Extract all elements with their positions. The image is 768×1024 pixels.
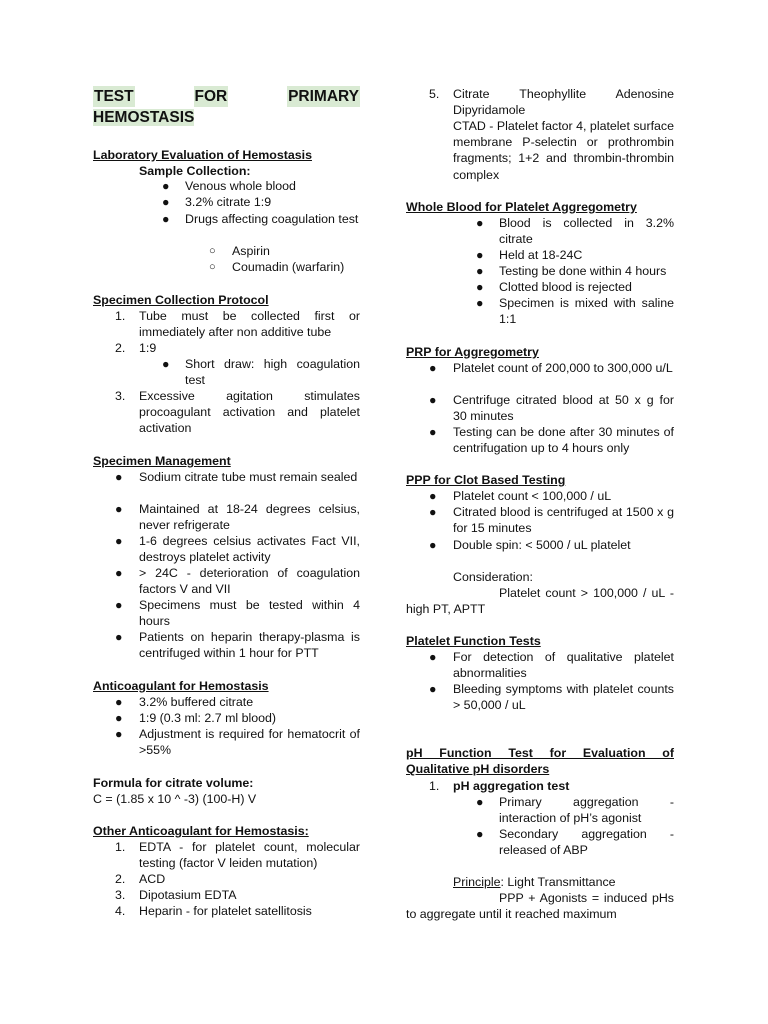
bullet-icon: ● [115,711,123,725]
bullet-icon: ● [115,598,123,612]
bullet-icon: ● [162,357,170,371]
section-heading-lab-eval: Laboratory Evaluation of Hemostasis [93,148,312,162]
bullet-icon: ● [115,695,123,709]
bullet-icon: ● [476,795,484,809]
consideration-label: Consideration: [453,570,533,584]
bullet-icon: ● [476,827,484,841]
bullet-icon: ● [162,212,170,226]
principle-body: PPP + Agonists = induced pHs to aggregate until it reached maximum [406,891,674,922]
bullet-icon: ● [429,425,437,439]
principle-text: : Light Transmittance [500,875,616,889]
bullet-icon: ● [115,534,123,548]
principle-line [453,874,616,890]
section-heading-management: Specimen Management [93,454,231,468]
title-word-3: PRIMARY [288,88,359,105]
formula-text: C = (1.85 x 10 ^ -3) (100-H) V [93,792,257,806]
formula-heading: Formula for citrate volume: [93,776,254,790]
page-title-line2: HEMOSTASIS [93,109,195,126]
bullet-icon: ● [115,566,123,580]
bullet-icon: ● [429,361,437,375]
section-heading-anticoagulant: Anticoagulant for Hemostasis [93,679,269,693]
circle-bullet-icon: ○ [209,261,216,273]
section-heading-ph-function: pH Function Test for Evaluation of Qualitative pH disorders [406,746,674,777]
bullet-icon: ● [476,296,484,310]
section-heading-protocol: Specimen Collection Protocol [93,293,269,307]
bullet-icon: ● [476,248,484,262]
section-heading-ppp: PPP for Clot Based Testing [406,473,566,487]
bullet-icon: ● [429,393,437,407]
ctad-description: CTAD - Platelet factor 4, platelet surface membrane P-selectin or prothrombin fragments; 1+2 and thrombin-thrombin complex [453,119,674,182]
consideration-text: Platelet count > 100,000 / uL - high PT, APTT [406,586,674,617]
bullet-icon: ● [115,502,123,516]
section-heading-prp: PRP for Aggregometry [406,345,539,359]
title-word-1: TEST [94,88,134,105]
bullet-icon: ● [429,489,437,503]
sample-collection-label: Sample Collection: [139,164,251,178]
section-heading-whole-blood: Whole Blood for Platelet Aggregometry [406,200,637,214]
bullet-icon: ● [115,470,123,484]
bullet-icon: ● [115,630,123,644]
bullet-icon: ● [429,538,437,552]
bullet-icon: ● [429,505,437,519]
bullet-icon: ● [115,727,123,741]
bullet-icon: ● [162,195,170,209]
section-heading-other-anticoagulant: Other Anticoagulant for Hemostasis: [93,824,309,838]
bullet-icon: ● [476,280,484,294]
bullet-icon: ● [162,179,170,193]
bullet-icon: ● [429,650,437,664]
circle-bullet-icon: ○ [209,245,216,257]
section-heading-platelet-function: Platelet Function Tests [406,634,541,648]
page-title [93,86,360,107]
bullet-icon: ● [476,264,484,278]
title-word-2: FOR [194,88,228,105]
bullet-icon: ● [429,682,437,696]
principle-label: Principle [453,875,501,889]
bullet-icon: ● [476,216,484,230]
